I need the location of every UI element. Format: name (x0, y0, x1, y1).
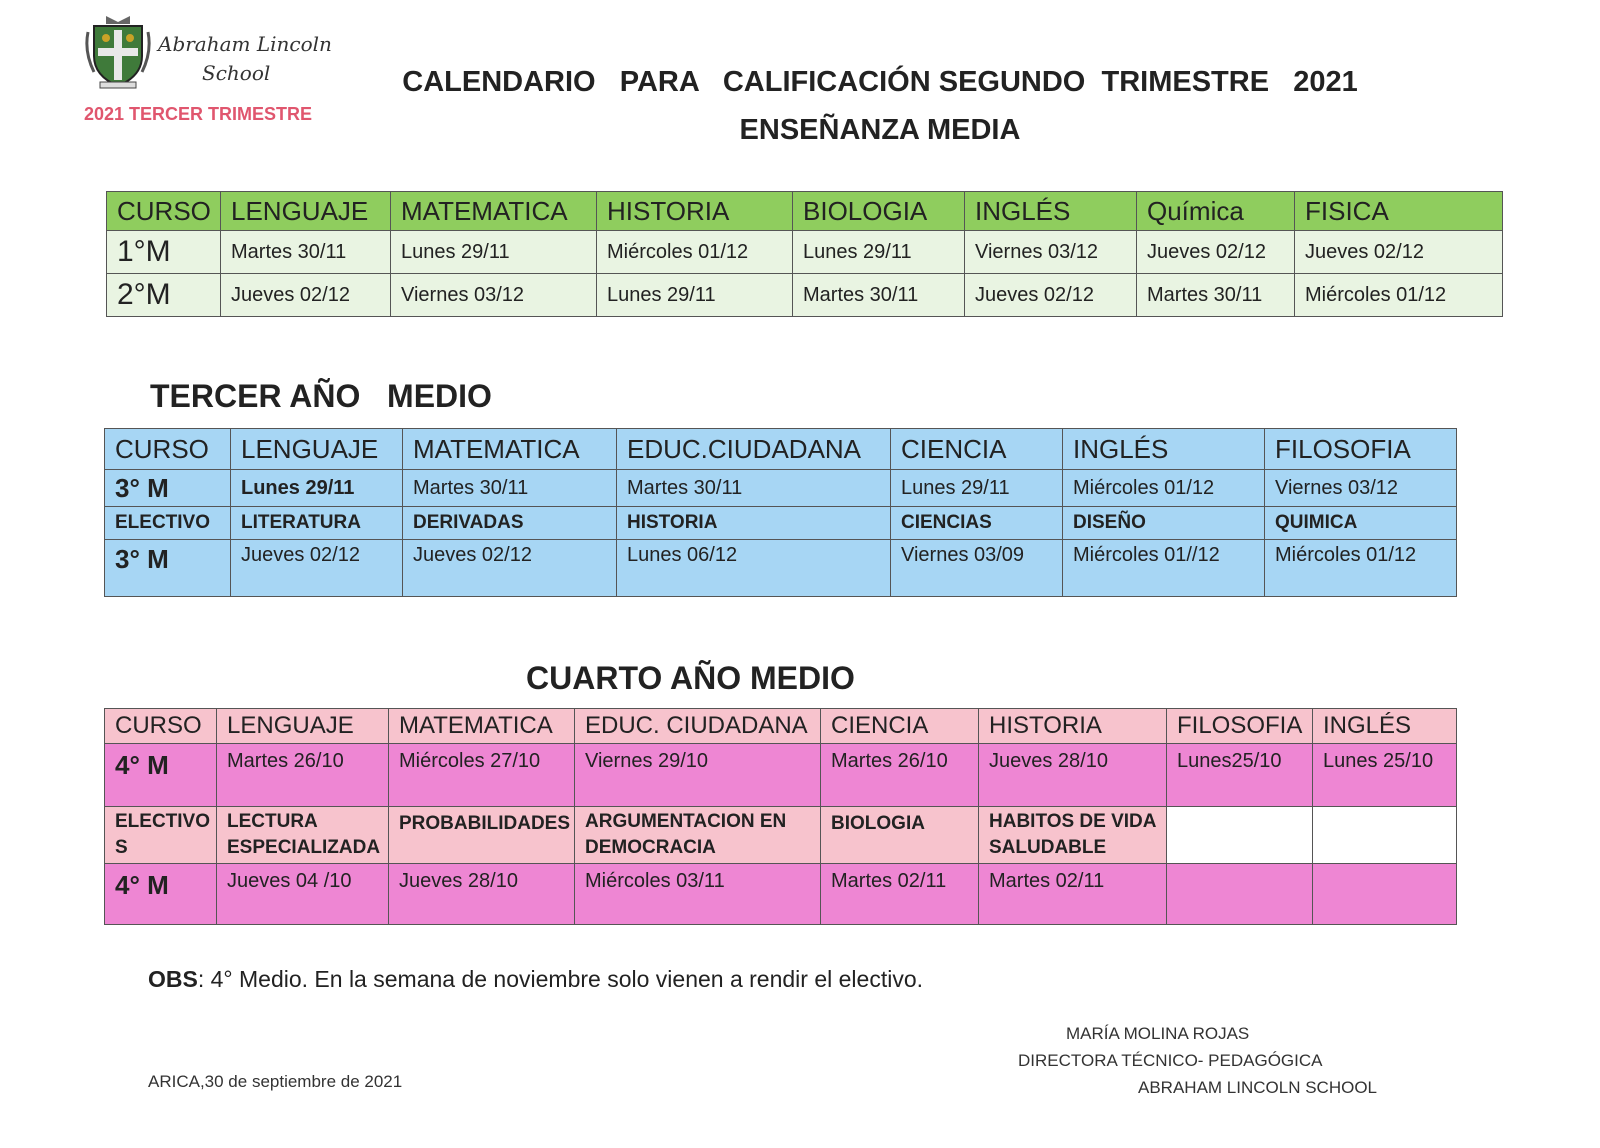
table-row (105, 744, 1457, 807)
header-biologia: BIOLOGIA (793, 192, 965, 231)
date-cell: Jueves 28/10 (389, 864, 575, 925)
date-cell: Martes 30/11 (403, 470, 617, 507)
elective-cell: LITERATURA (231, 507, 403, 540)
date-cell: Martes 26/10 (217, 744, 389, 807)
header-historia: HISTORIA (979, 709, 1167, 744)
signature-role: DIRECTORA TÉCNICO- PEDAGÓGICA (1018, 1051, 1323, 1070)
date-cell: Miércoles 27/10 (389, 744, 575, 807)
date-cell: Miércoles 01/12 (1265, 540, 1457, 597)
elective-cell: DERIVADAS (403, 507, 617, 540)
date-line: ARICA,30 de septiembre de 2021 (148, 1072, 403, 1091)
signature-org: ABRAHAM LINCOLN SCHOOL (1138, 1078, 1377, 1097)
date-cell: Miércoles 01/12 (1295, 274, 1503, 317)
date-cell: Jueves 02/12 (221, 274, 391, 317)
elective-cell: PROBABILIDADES (389, 807, 575, 864)
elective-cell: DISEÑO (1063, 507, 1265, 540)
elective-cell: HISTORIA (617, 507, 891, 540)
header-ingles: INGLÉS (1063, 429, 1265, 470)
header-matematica: MATEMATICA (389, 709, 575, 744)
signature-name: MARÍA MOLINA ROJAS (1066, 1024, 1250, 1043)
date-cell: Jueves 04 /10 (217, 864, 389, 925)
date-cell: Martes 02/11 (979, 864, 1167, 925)
header-matematica: MATEMATICA (403, 429, 617, 470)
observation-text: : 4° Medio. En la semana de noviembre solo vienen a rendir el electivo. (197, 966, 923, 992)
date-cell: Miércoles 01/12 (597, 231, 793, 274)
elective-row (105, 807, 1457, 864)
header-filosofia: FILOSOFIA (1265, 429, 1457, 470)
date-cell: Viernes 03/09 (891, 540, 1063, 597)
school-crest-logo (84, 12, 152, 90)
date-cell: Lunes 25/10 (1313, 744, 1457, 807)
course-cell: 3° M (105, 540, 231, 597)
header-curso: CURSO (107, 192, 221, 231)
header-fisica: FISICA (1295, 192, 1503, 231)
date-cell: Martes 30/11 (793, 274, 965, 317)
date-cell: Viernes 03/12 (1265, 470, 1457, 507)
school-name-line1: Abraham Lincoln (158, 32, 332, 56)
course-cell: 4° M (105, 744, 217, 807)
school-name-line2: School (202, 61, 271, 85)
header-historia: HISTORIA (597, 192, 793, 231)
header-filosofia: FILOSOFIA (1167, 709, 1313, 744)
trimester-tag: 2021 TERCER TRIMESTRE (84, 104, 313, 124)
section-title-cuarto: CUARTO AÑO MEDIO (526, 660, 855, 696)
schedule-table-1m-2m (106, 191, 1503, 317)
course-cell: 1°M (107, 231, 221, 274)
elective-label: ELECTIVO (105, 507, 231, 540)
header-ciencia: CIENCIA (821, 709, 979, 744)
date-cell: Martes 30/11 (1137, 274, 1295, 317)
date-cell: Jueves 02/12 (965, 274, 1137, 317)
date-cell: Lunes 29/11 (597, 274, 793, 317)
elective-row (105, 507, 1457, 540)
header-matematica: MATEMATICA (391, 192, 597, 231)
header-ciencia: CIENCIA (891, 429, 1063, 470)
course-cell: 3° M (105, 470, 231, 507)
header-curso: CURSO (105, 709, 217, 744)
date-cell: Jueves 02/12 (1295, 231, 1503, 274)
date-cell: Lunes 29/11 (793, 231, 965, 274)
elective-cell: HABITOS DE VIDA SALUDABLE (979, 807, 1167, 864)
date-cell: Lunes 29/11 (391, 231, 597, 274)
schedule-table-4m (104, 708, 1457, 925)
elective-cell: ARGUMENTACION EN DEMOCRACIA (575, 807, 821, 864)
elective-cell: LECTURA ESPECIALIZADA (217, 807, 389, 864)
header-curso: CURSO (105, 429, 231, 470)
header-ingles: INGLÉS (1313, 709, 1457, 744)
schedule-table-3m (104, 428, 1457, 597)
elective-cell: CIENCIAS (891, 507, 1063, 540)
table-row (107, 274, 1503, 317)
elective-label: ELECTIVO S (105, 807, 217, 864)
header-ingles: INGLÉS (965, 192, 1137, 231)
empty-cell (1313, 807, 1457, 864)
header-educ-ciudadana: EDUC. CIUDADANA (575, 709, 821, 744)
date-cell: Jueves 02/12 (231, 540, 403, 597)
date-cell: Viernes 03/12 (965, 231, 1137, 274)
table-row (105, 540, 1457, 597)
page-title: CALENDARIO PARA CALIFICACIÓN SEGUNDO TRIMESTRE 2021 (402, 66, 1358, 98)
course-cell: 2°M (107, 274, 221, 317)
date-cell: Miércoles 01/12 (1063, 470, 1265, 507)
date-cell: Viernes 29/10 (575, 744, 821, 807)
date-cell: Lunes 29/11 (891, 470, 1063, 507)
date-cell: Miércoles 03/11 (575, 864, 821, 925)
date-cell: Jueves 02/12 (403, 540, 617, 597)
date-cell: Jueves 28/10 (979, 744, 1167, 807)
table-header-row (105, 709, 1457, 744)
header-lenguaje: LENGUAJE (221, 192, 391, 231)
date-cell: Jueves 02/12 (1137, 231, 1295, 274)
header-lenguaje: LENGUAJE (217, 709, 389, 744)
date-cell: Martes 02/11 (821, 864, 979, 925)
elective-cell: BIOLOGIA (821, 807, 979, 864)
elective-cell: QUIMICA (1265, 507, 1457, 540)
date-cell: Lunes 06/12 (617, 540, 891, 597)
date-cell: Martes 30/11 (221, 231, 391, 274)
header-educ-ciudadana: EDUC.CIUDADANA (617, 429, 891, 470)
date-cell: Miércoles 01//12 (1063, 540, 1265, 597)
date-cell: Martes 30/11 (617, 470, 891, 507)
page-subtitle: ENSEÑANZA MEDIA (739, 114, 1021, 146)
observation-note (148, 966, 923, 993)
header-lenguaje: LENGUAJE (231, 429, 403, 470)
observation-label: OBS (148, 966, 198, 992)
empty-cell (1167, 807, 1313, 864)
table-header-row (107, 192, 1503, 231)
date-cell (1313, 864, 1457, 925)
date-cell (1167, 864, 1313, 925)
date-cell: Lunes 29/11 (231, 470, 403, 507)
course-cell: 4° M (105, 864, 217, 925)
table-header-row (105, 429, 1457, 470)
date-cell: Viernes 03/12 (391, 274, 597, 317)
table-row (107, 231, 1503, 274)
table-row (105, 864, 1457, 925)
header-quimica: Química (1137, 192, 1295, 231)
date-cell: Lunes25/10 (1167, 744, 1313, 807)
section-title-tercer: TERCER AÑO MEDIO (150, 378, 492, 414)
table-row (105, 470, 1457, 507)
date-cell: Martes 26/10 (821, 744, 979, 807)
